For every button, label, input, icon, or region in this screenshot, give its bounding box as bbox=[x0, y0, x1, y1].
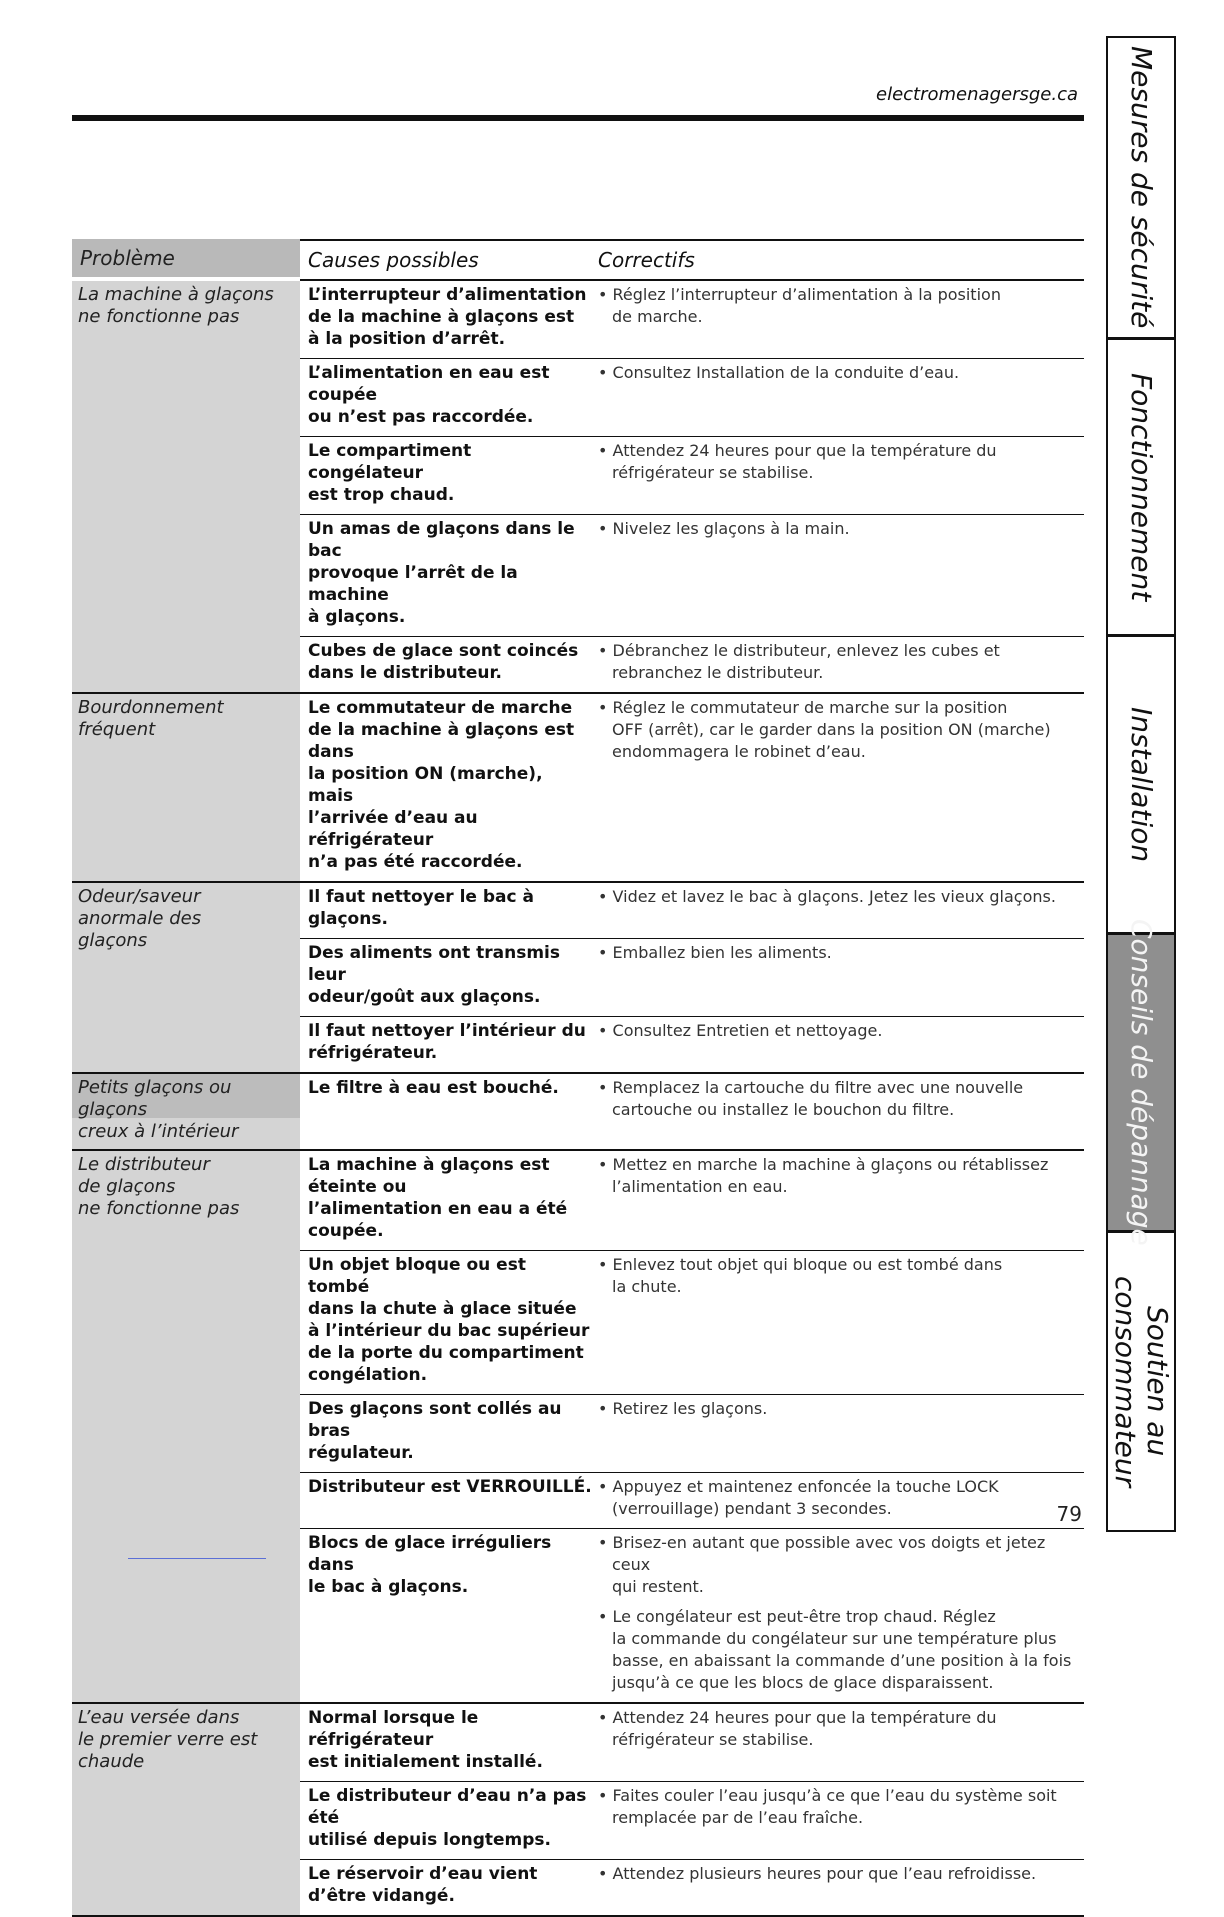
fix-list bbox=[598, 1074, 1084, 1129]
fix-item: • Attendez plusieurs heures pour que l’eau refroidisse. bbox=[598, 1863, 1080, 1885]
fix-item: • Réglez le commutateur de marche sur la position OFF (arrêt), car le garder dans la position ON (marche) endommagera le robinet d’eau. bbox=[598, 697, 1080, 763]
tab-soutien-au-consommateur[interactable] bbox=[1108, 1233, 1174, 1530]
fix-list bbox=[598, 359, 1084, 436]
fix-item: • Remplacez la cartouche du filtre avec une nouvelle cartouche ou installez le bouchon du filtre. bbox=[598, 1077, 1080, 1121]
section-tabs bbox=[1106, 36, 1176, 1532]
cause-text: Le commutateur de marche de la machine à glaçons est dans la position ON (marche), mais l’arrivée d’eau au réfrigérateur n’a pas été raccordée. bbox=[308, 698, 575, 872]
fix-item: • Attendez 24 heures pour que la température du réfrigérateur se stabilise. bbox=[598, 440, 1080, 484]
tab-label: Installation bbox=[1125, 706, 1158, 863]
problem-label: La machine à glaçons ne fonctionne pas bbox=[72, 281, 300, 692]
fix-item: • Retirez les glaçons. bbox=[598, 1398, 1080, 1420]
cause-text: Un amas de glaçons dans le bac provoque l’arrêt de la machine à glaçons. bbox=[308, 519, 575, 627]
fix-item: • Emballez bien les aliments. bbox=[598, 942, 1080, 964]
tab-mesures-de-securite[interactable] bbox=[1108, 38, 1174, 340]
troubleshooting-table bbox=[72, 239, 1084, 1917]
fix-item: • Faites couler l’eau jusqu’à ce que l’eau du système soit remplacée par de l’eau fraîche. bbox=[598, 1785, 1080, 1829]
fix-list bbox=[598, 515, 1084, 636]
fix-list bbox=[598, 1704, 1084, 1781]
problem-label: Bourdonnement fréquent bbox=[72, 694, 300, 881]
tab-fonctionnement[interactable] bbox=[1108, 340, 1174, 637]
problem-group bbox=[72, 1074, 1084, 1151]
fix-list bbox=[598, 694, 1084, 881]
table-row bbox=[300, 883, 1084, 938]
table-row bbox=[300, 1781, 1084, 1859]
cause-text: Normal lorsque le réfrigérateur est initialement installé. bbox=[308, 1708, 543, 1772]
cause-text: Le compartiment congélateur est trop chaud. bbox=[308, 441, 472, 505]
tab-label: Conseils de dépannage bbox=[1125, 919, 1158, 1246]
fix-item: • Videz et lavez le bac à glaçons. Jetez les vieux glaçons. bbox=[598, 886, 1080, 908]
fix-item: • Le congélateur est peut-être trop chaud. Réglez la commande du congélateur sur une température plus basse, en abaissant la commande d’une position à la fois jusqu’à ce que les blocs de glace disparaissent. bbox=[598, 1606, 1080, 1694]
table-row bbox=[300, 281, 1084, 358]
table-row bbox=[300, 636, 1084, 692]
fix-item: • Consultez Installation de la conduite d’eau. bbox=[598, 362, 1080, 384]
website-url: electromenagersge.ca bbox=[876, 84, 1078, 105]
tab-conseils-de-depannage[interactable] bbox=[1108, 919, 1174, 1246]
page-number: 79 bbox=[1056, 1502, 1082, 1526]
cause-text: Distributeur est VERROUILLÉ. bbox=[308, 1477, 592, 1497]
cause-rows bbox=[300, 1074, 1084, 1149]
fix-list bbox=[598, 883, 1084, 938]
fix-item: • Brisez-en autant que possible avec vos doigts et jetez ceux qui restent. bbox=[598, 1532, 1080, 1598]
tab-installation[interactable] bbox=[1108, 637, 1174, 935]
table-row bbox=[300, 436, 1084, 514]
cause-text: Le réservoir d’eau vient d’être vidangé. bbox=[308, 1864, 538, 1906]
fix-list bbox=[598, 1529, 1084, 1702]
table-row bbox=[300, 514, 1084, 636]
col-header-problem: Problème bbox=[72, 239, 300, 277]
cause-text: Un objet bloque ou est tombé dans la chute à glace située à l’intérieur du bac supérieur de la porte du compartiment congélation. bbox=[308, 1255, 590, 1385]
cause-text: Blocs de glace irréguliers dans le bac à glaçons. bbox=[308, 1533, 552, 1597]
fix-item: • Réglez l’interrupteur d’alimentation à la position de marche. bbox=[598, 284, 1080, 328]
fix-item: • Consultez Entretien et nettoyage. bbox=[598, 1020, 1080, 1042]
problem-group bbox=[72, 694, 1084, 883]
fix-list bbox=[598, 1151, 1084, 1250]
table-body bbox=[72, 281, 1084, 1917]
tab-label: Fonctionnement bbox=[1125, 372, 1158, 602]
table-row bbox=[300, 358, 1084, 436]
cause-text: Le filtre à eau est bouché. bbox=[308, 1078, 559, 1098]
problem-group bbox=[72, 1704, 1084, 1917]
table-row bbox=[300, 1472, 1084, 1528]
cause-text: Des glaçons sont collés au bras régulateur. bbox=[308, 1399, 562, 1463]
problem-group bbox=[72, 883, 1084, 1074]
fix-item: • Attendez 24 heures pour que la température du réfrigérateur se stabilise. bbox=[598, 1707, 1080, 1751]
table-row bbox=[300, 1250, 1084, 1394]
fix-item: • Enlevez tout objet qui bloque ou est tombé dans la chute. bbox=[598, 1254, 1080, 1298]
table-row bbox=[300, 1859, 1084, 1915]
col-header-fixes: Correctifs bbox=[598, 239, 1084, 281]
problem-group bbox=[72, 1151, 1084, 1704]
problem-label: Odeur/saveur anormale des glaçons bbox=[72, 883, 300, 1072]
tab-label: Mesures de sécurité bbox=[1125, 46, 1158, 329]
cause-text: Des aliments ont transmis leur odeur/goût aux glaçons. bbox=[308, 943, 561, 1007]
tab-label: Soutien au consommateur bbox=[1109, 1275, 1174, 1488]
fix-item: • Appuyez et maintenez enfoncée la touche LOCK (verrouillage) pendant 3 secondes. bbox=[598, 1476, 1080, 1520]
cause-text: Il faut nettoyer l’intérieur du réfrigérateur. bbox=[308, 1021, 586, 1063]
problem-label: L’eau versée dans le premier verre est chaude bbox=[72, 1704, 300, 1915]
table-row bbox=[300, 1016, 1084, 1072]
table-row bbox=[300, 1704, 1084, 1781]
cause-text: La machine à glaçons est éteinte ou l’alimentation en eau a été coupée. bbox=[308, 1155, 568, 1241]
fix-list bbox=[598, 1782, 1084, 1859]
cause-text: Le distributeur d’eau n’a pas été utilisé depuis longtemps. bbox=[308, 1786, 587, 1850]
col-header-causes: Causes possibles bbox=[300, 239, 598, 281]
cause-text: L’interrupteur d’alimentation de la machine à glaçons est à la position d’arrêt. bbox=[308, 285, 587, 349]
fix-list bbox=[598, 281, 1084, 358]
fix-list bbox=[598, 1860, 1084, 1915]
cause-rows bbox=[300, 883, 1084, 1072]
table-row bbox=[300, 1151, 1084, 1250]
problem-label: Le distributeur de glaçons ne fonctionne pas bbox=[72, 1151, 300, 1702]
table-row bbox=[300, 1394, 1084, 1472]
fix-list bbox=[598, 1473, 1084, 1528]
fix-list bbox=[598, 1395, 1084, 1472]
footer-line bbox=[128, 1558, 266, 1559]
fix-list bbox=[598, 437, 1084, 514]
table-header bbox=[72, 239, 1084, 281]
table-row bbox=[300, 694, 1084, 881]
fix-item: • Nivelez les glaçons à la main. bbox=[598, 518, 1080, 540]
header-rule bbox=[72, 115, 1084, 121]
cause-text: Cubes de glace sont coincés dans le distributeur. bbox=[308, 641, 579, 683]
cause-rows bbox=[300, 281, 1084, 692]
cause-rows bbox=[300, 1704, 1084, 1915]
cause-text: Il faut nettoyer le bac à glaçons. bbox=[308, 887, 534, 929]
cause-rows bbox=[300, 694, 1084, 881]
fix-list bbox=[598, 1251, 1084, 1394]
fix-list bbox=[598, 939, 1084, 1016]
fix-list bbox=[598, 1017, 1084, 1072]
table-row bbox=[300, 1074, 1084, 1129]
fix-list bbox=[598, 637, 1084, 692]
problem-label: Petits glaçons ou glaçons creux à l’intérieur bbox=[72, 1074, 300, 1149]
problem-group bbox=[72, 281, 1084, 694]
fix-item: • Débranchez le distributeur, enlevez les cubes et rebranchez le distributeur. bbox=[598, 640, 1080, 684]
fix-item: • Mettez en marche la machine à glaçons ou rétablissez l’alimentation en eau. bbox=[598, 1154, 1080, 1198]
cause-text: L’alimentation en eau est coupée ou n’est pas raccordée. bbox=[308, 363, 550, 427]
table-row bbox=[300, 938, 1084, 1016]
table-row bbox=[300, 1528, 1084, 1702]
cause-rows bbox=[300, 1151, 1084, 1702]
